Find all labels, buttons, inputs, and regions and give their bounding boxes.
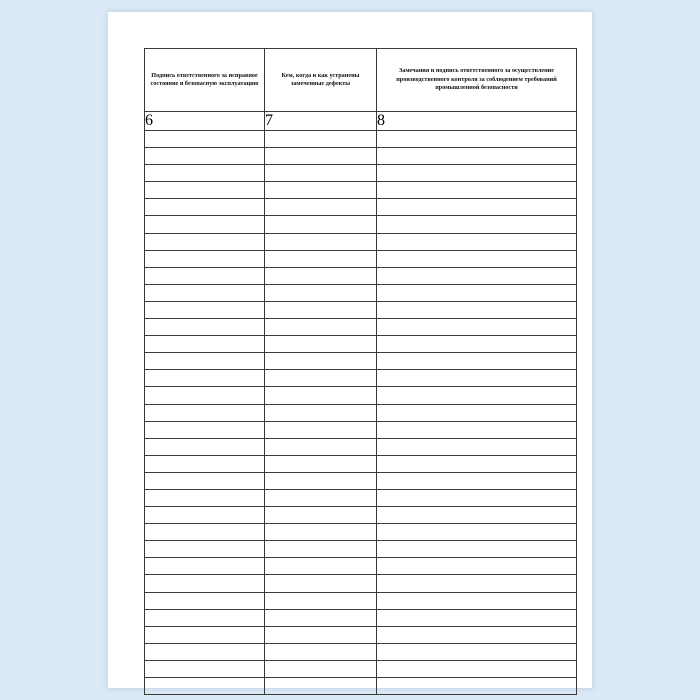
table-cell-col7[interactable] xyxy=(265,421,377,438)
table-cell-col7[interactable] xyxy=(265,284,377,301)
table-cell-col7[interactable] xyxy=(265,472,377,489)
table-cell-col8[interactable] xyxy=(377,353,577,370)
table-cell-col8[interactable] xyxy=(377,319,577,336)
table-cell-col7[interactable] xyxy=(265,507,377,524)
table-cell-col7[interactable] xyxy=(265,455,377,472)
table-cell-col7[interactable] xyxy=(265,250,377,267)
table-cell-col7[interactable] xyxy=(265,541,377,558)
table-cell-col6[interactable] xyxy=(145,489,265,506)
table-cell-col7[interactable] xyxy=(265,267,377,284)
table-cell-col6[interactable] xyxy=(145,472,265,489)
table-cell-col8[interactable] xyxy=(377,575,577,592)
table-row[interactable] xyxy=(145,387,577,404)
table-row[interactable] xyxy=(145,541,577,558)
table-row[interactable] xyxy=(145,233,577,250)
table-cell-col7[interactable] xyxy=(265,165,377,182)
table-row[interactable] xyxy=(145,199,577,216)
column-number-6: 6 xyxy=(145,112,265,131)
table-cell-col7[interactable] xyxy=(265,678,377,695)
table-cell-col7[interactable] xyxy=(265,182,377,199)
table-row[interactable] xyxy=(145,472,577,489)
table-row[interactable] xyxy=(145,165,577,182)
table-cell-col7[interactable] xyxy=(265,575,377,592)
table-cell-col6[interactable] xyxy=(145,387,265,404)
table-cell-col6[interactable] xyxy=(145,404,265,421)
table-cell-col7[interactable] xyxy=(265,319,377,336)
table-row[interactable] xyxy=(145,284,577,301)
table-cell-col8[interactable] xyxy=(377,387,577,404)
table-cell-col7[interactable] xyxy=(265,353,377,370)
table-cell-col7[interactable] xyxy=(265,558,377,575)
table-cell-col8[interactable] xyxy=(377,284,577,301)
paper-sheet xyxy=(108,12,592,688)
table-cell-col7[interactable] xyxy=(265,336,377,353)
table-row[interactable] xyxy=(145,558,577,575)
table-cell-col8[interactable] xyxy=(377,524,577,541)
table-cell-col6[interactable] xyxy=(145,626,265,643)
table-cell-col7[interactable] xyxy=(265,216,377,233)
table-row[interactable] xyxy=(145,455,577,472)
table-cell-col7[interactable] xyxy=(265,148,377,165)
table-cell-col8[interactable] xyxy=(377,199,577,216)
table-cell-col6[interactable] xyxy=(145,131,265,148)
table-cell-col7[interactable] xyxy=(265,233,377,250)
table-cell-col7[interactable] xyxy=(265,524,377,541)
table-row[interactable] xyxy=(145,131,577,148)
column-header-6-label: Подпись ответственного за исправное состояние и безопасную эксплуатацию xyxy=(150,71,259,87)
table-row[interactable] xyxy=(145,507,577,524)
table-cell-col6[interactable] xyxy=(145,609,265,626)
table-cell-col8[interactable] xyxy=(377,609,577,626)
table-cell-col8[interactable] xyxy=(377,660,577,677)
table-cell-col6[interactable] xyxy=(145,678,265,695)
table-cell-col8[interactable] xyxy=(377,301,577,318)
table-cell-col8[interactable] xyxy=(377,626,577,643)
table-cell-col7[interactable] xyxy=(265,387,377,404)
table-cell-col8[interactable] xyxy=(377,438,577,455)
table-row[interactable] xyxy=(145,575,577,592)
table-row[interactable] xyxy=(145,678,577,695)
table-cell-col6[interactable] xyxy=(145,301,265,318)
table-row[interactable] xyxy=(145,660,577,677)
table-cell-col6[interactable] xyxy=(145,319,265,336)
column-header-7 xyxy=(265,49,377,112)
table-cell-col6[interactable] xyxy=(145,199,265,216)
table-row[interactable] xyxy=(145,301,577,318)
table-cell-col6[interactable] xyxy=(145,592,265,609)
table-row[interactable] xyxy=(145,489,577,506)
table-header xyxy=(145,49,577,131)
table-cell-col8[interactable] xyxy=(377,455,577,472)
table-cell-col6[interactable] xyxy=(145,182,265,199)
table-cell-col6[interactable] xyxy=(145,165,265,182)
table-row[interactable] xyxy=(145,626,577,643)
table-cell-col6[interactable] xyxy=(145,370,265,387)
table-cell-col8[interactable] xyxy=(377,131,577,148)
table-cell-col8[interactable] xyxy=(377,233,577,250)
table-cell-col6[interactable] xyxy=(145,541,265,558)
column-number-7: 7 xyxy=(265,112,377,131)
table-row[interactable] xyxy=(145,250,577,267)
table-row[interactable] xyxy=(145,148,577,165)
table-cell-col8[interactable] xyxy=(377,165,577,182)
table-cell-col8[interactable] xyxy=(377,148,577,165)
table-cell-col8[interactable] xyxy=(377,370,577,387)
table-cell-col7[interactable] xyxy=(265,660,377,677)
table-cell-col7[interactable] xyxy=(265,370,377,387)
table-cell-col8[interactable] xyxy=(377,489,577,506)
table-row[interactable] xyxy=(145,267,577,284)
table-cell-col6[interactable] xyxy=(145,660,265,677)
column-header-8-label: Замечания и подпись ответственного за осуществление производственного контроля за соблюдением требований промышленной безопасности xyxy=(396,67,557,92)
table-row[interactable] xyxy=(145,182,577,199)
column-header-6 xyxy=(145,49,265,112)
table-cell-col8[interactable] xyxy=(377,216,577,233)
table-row[interactable] xyxy=(145,524,577,541)
log-table xyxy=(144,48,577,695)
column-header-7-label: Кем, когда и как устранены замеченные дефекты xyxy=(281,71,360,87)
table-cell-col8[interactable] xyxy=(377,404,577,421)
column-header-8 xyxy=(377,49,577,112)
table-cell-col6[interactable] xyxy=(145,524,265,541)
column-number-8: 8 xyxy=(377,112,577,131)
table-cell-col8[interactable] xyxy=(377,267,577,284)
table-cell-col6[interactable] xyxy=(145,148,265,165)
table-cell-col6[interactable] xyxy=(145,353,265,370)
table-cell-col6[interactable] xyxy=(145,250,265,267)
table-cell-col8[interactable] xyxy=(377,643,577,660)
table-cell-col6[interactable] xyxy=(145,216,265,233)
table-cell-col6[interactable] xyxy=(145,455,265,472)
table-cell-col8[interactable] xyxy=(377,472,577,489)
table-cell-col7[interactable] xyxy=(265,301,377,318)
column-number-row xyxy=(145,112,577,131)
table-row[interactable] xyxy=(145,353,577,370)
table-cell-col8[interactable] xyxy=(377,507,577,524)
table-cell-col7[interactable] xyxy=(265,609,377,626)
table-cell-col6[interactable] xyxy=(145,233,265,250)
table-cell-col7[interactable] xyxy=(265,626,377,643)
page-content-area xyxy=(144,48,560,664)
table-cell-col6[interactable] xyxy=(145,507,265,524)
table-cell-col8[interactable] xyxy=(377,541,577,558)
table-cell-col8[interactable] xyxy=(377,182,577,199)
table-cell-col8[interactable] xyxy=(377,421,577,438)
table-cell-col6[interactable] xyxy=(145,284,265,301)
table-row[interactable] xyxy=(145,370,577,387)
table-row[interactable] xyxy=(145,336,577,353)
table-cell-col6[interactable] xyxy=(145,643,265,660)
table-cell-col7[interactable] xyxy=(265,592,377,609)
table-header-row xyxy=(145,49,577,112)
table-cell-col6[interactable] xyxy=(145,575,265,592)
table-cell-col7[interactable] xyxy=(265,404,377,421)
table-row[interactable] xyxy=(145,319,577,336)
table-row[interactable] xyxy=(145,421,577,438)
table-row[interactable] xyxy=(145,216,577,233)
table-cell-col6[interactable] xyxy=(145,336,265,353)
table-row[interactable] xyxy=(145,438,577,455)
table-cell-col7[interactable] xyxy=(265,643,377,660)
table-row[interactable] xyxy=(145,643,577,660)
table-cell-col8[interactable] xyxy=(377,336,577,353)
table-cell-col6[interactable] xyxy=(145,438,265,455)
table-cell-col8[interactable] xyxy=(377,592,577,609)
table-cell-col8[interactable] xyxy=(377,678,577,695)
table-cell-col7[interactable] xyxy=(265,489,377,506)
table-row[interactable] xyxy=(145,404,577,421)
table-cell-col6[interactable] xyxy=(145,421,265,438)
table-row[interactable] xyxy=(145,609,577,626)
table-cell-col6[interactable] xyxy=(145,267,265,284)
table-cell-col8[interactable] xyxy=(377,250,577,267)
table-cell-col7[interactable] xyxy=(265,438,377,455)
table-cell-col7[interactable] xyxy=(265,199,377,216)
table-cell-col8[interactable] xyxy=(377,558,577,575)
table-body xyxy=(145,131,577,695)
table-row[interactable] xyxy=(145,592,577,609)
table-cell-col6[interactable] xyxy=(145,558,265,575)
table-cell-col7[interactable] xyxy=(265,131,377,148)
